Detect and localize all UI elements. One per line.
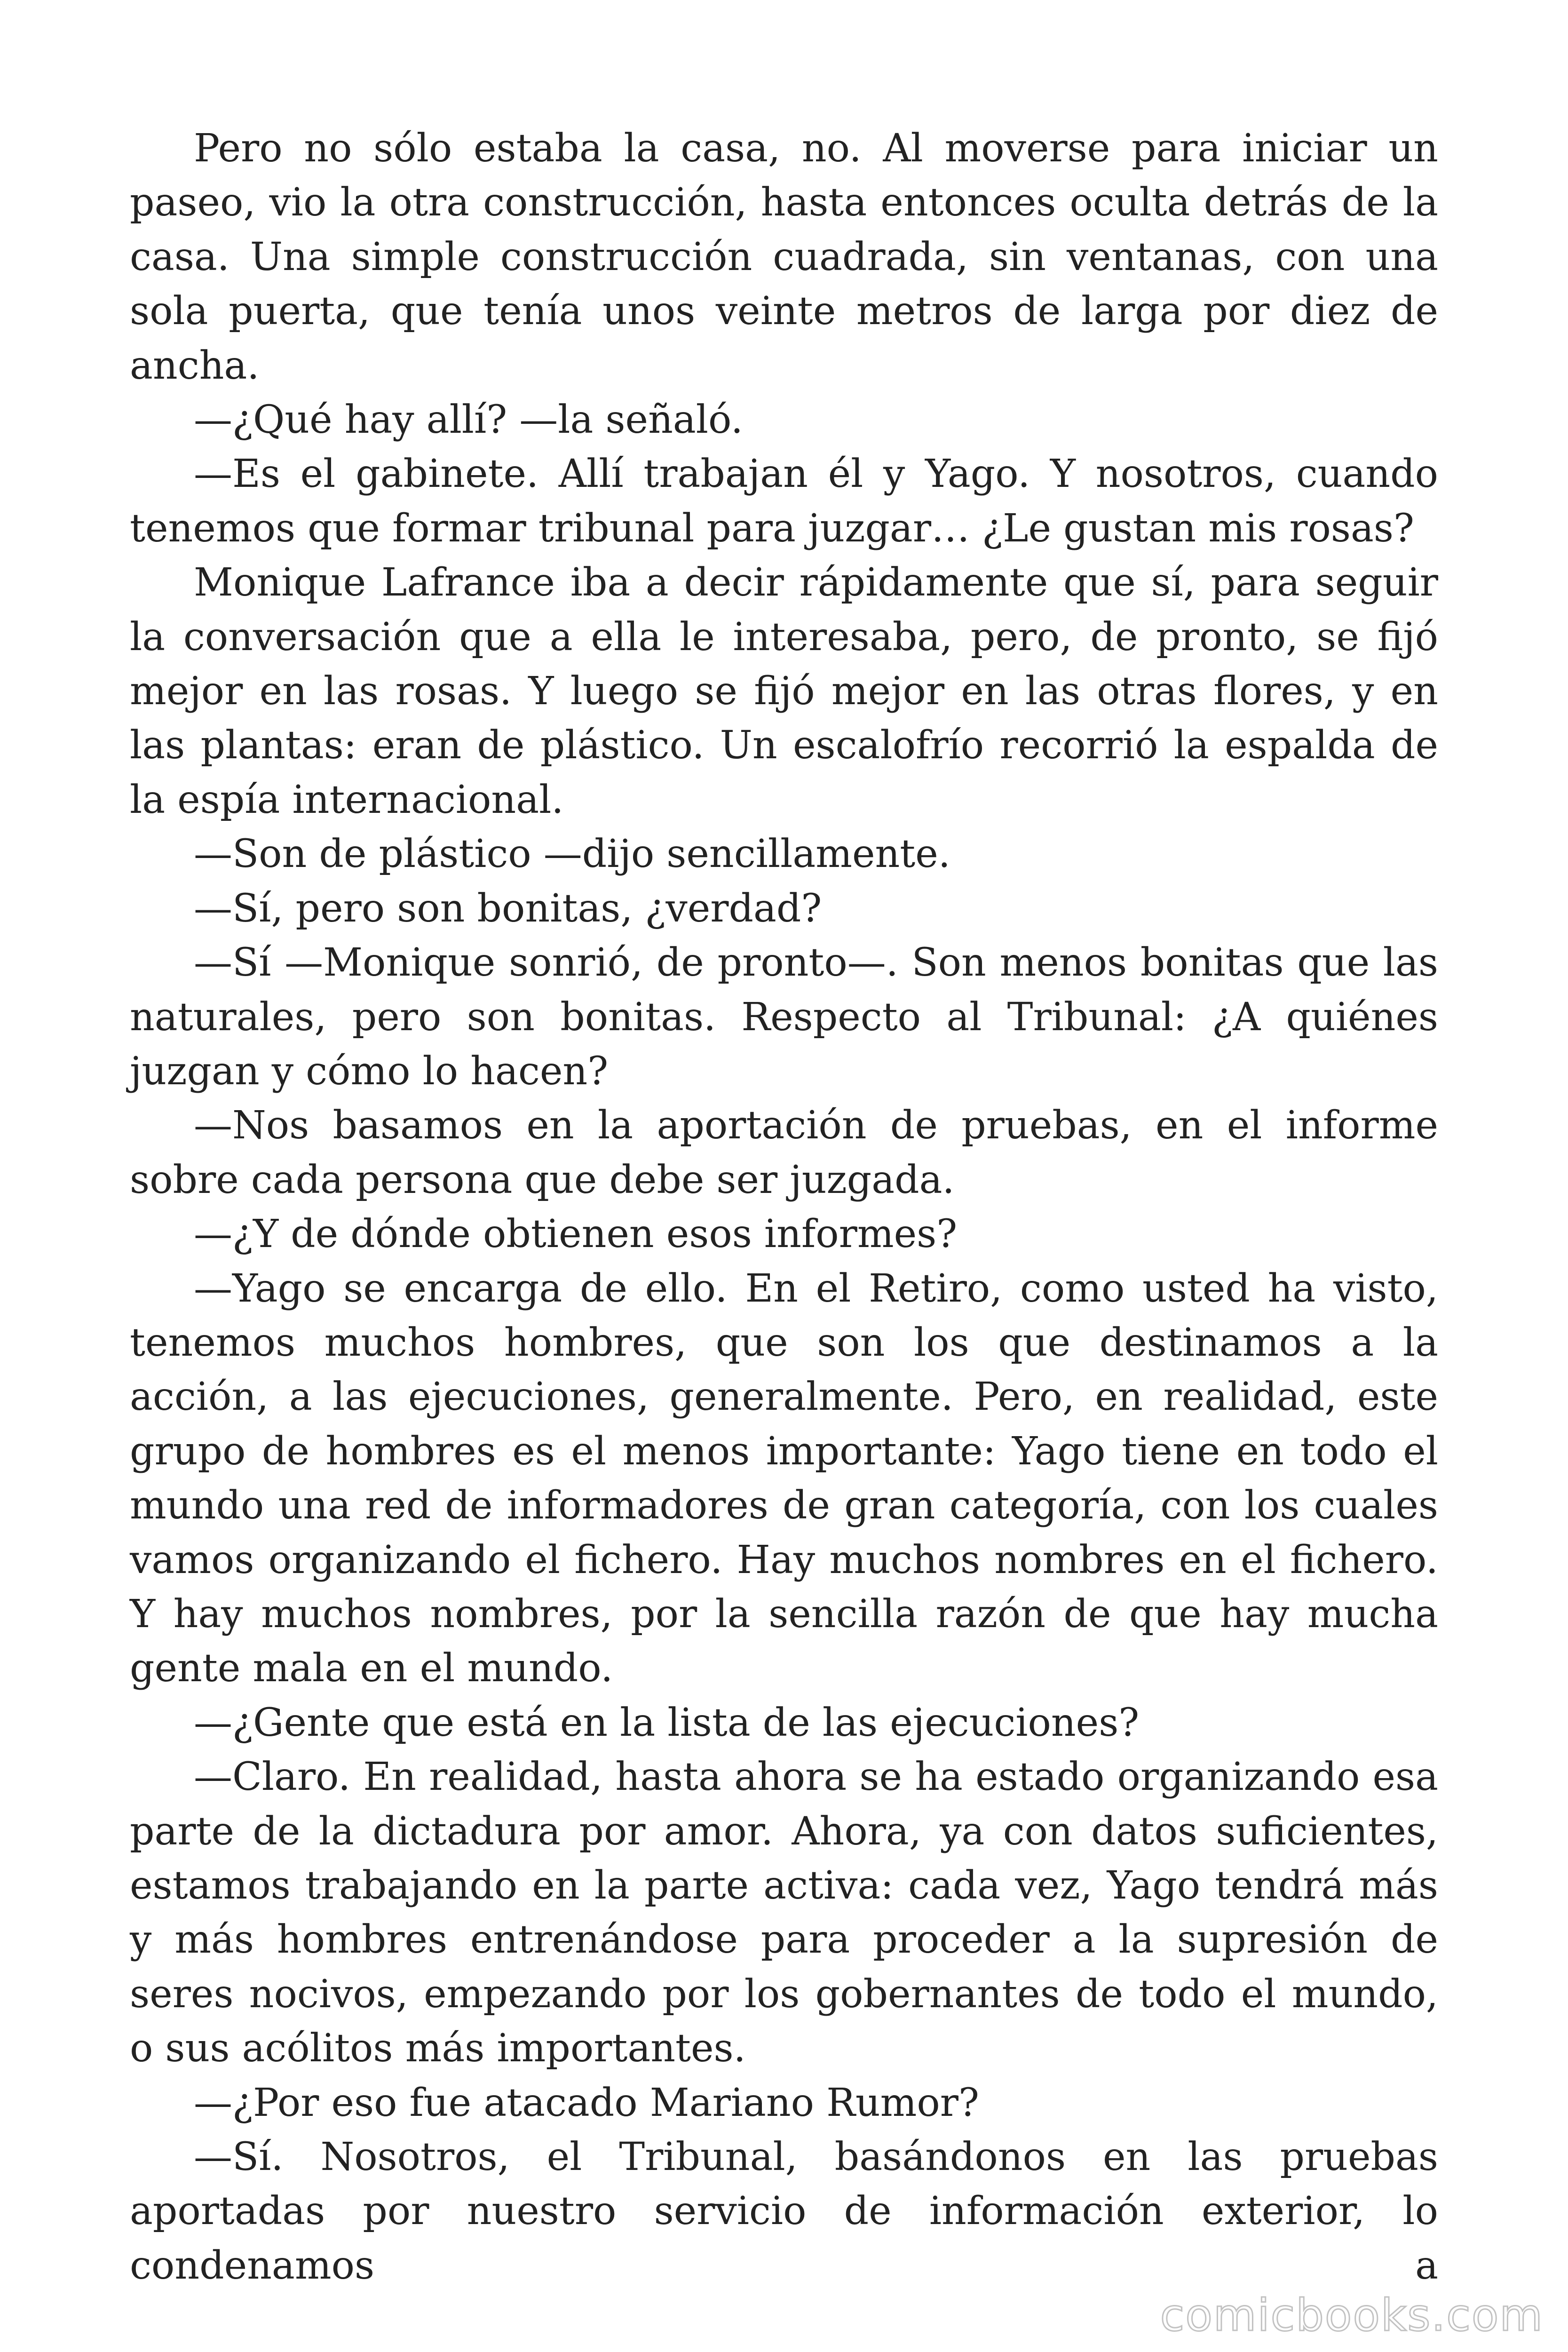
paragraph: —Nos basamos en la aportación de pruebas, en el informe sobre cada persona que debe ser juzgada. (130, 1103, 1438, 1202)
paragraph: Monique Lafrance iba a decir rápidamente que sí, para seguir la conversación que a ella le interesaba, pero, de pronto, se fijó mejor en las rosas. Y luego se fijó mejor en las otras flores, y en las plantas: eran de plástico. Un escalofrío recorrió la espalda de la espía internacional. (130, 560, 1438, 822)
paragraph: —Son de plástico —dijo sencillamente. (194, 832, 950, 877)
page-text (130, 121, 1438, 2293)
paragraph: —Sí, pero son bonitas, ¿verdad? (194, 886, 822, 931)
paragraph: Pero no sólo estaba la casa, no. Al moverse para iniciar un paseo, vio la otra construcción, hasta entonces oculta detrás de la casa. Una simple construcción cuadrada, sin ventanas, con una sola puerta, que tenía unos veinte metros de larga por diez de ancha. (130, 126, 1438, 388)
paragraph: —¿Por eso fue atacado Mariano Rumor? (194, 2080, 979, 2125)
paragraph: —Yago se encarga de ello. En el Retiro, como usted ha visto, tenemos muchos hombres, que son los que destinamos a la acción, a las ejecuciones, generalmente. Pero, en realidad, este grupo de hombres es el menos importante: Yago tiene en todo el mundo una red de informadores de gran categoría, con los cuales vamos organizando el fichero. Hay muchos nombres en el fichero. Y hay muchos nombres, por la sencilla razón de que hay mucha gente mala en el mundo. (130, 1266, 1438, 1691)
paragraph: —¿Gente que está en la lista de las ejecuciones? (194, 1700, 1140, 1745)
paragraph: —Sí —Monique sonrió, de pronto—. Son menos bonitas que las naturales, pero son bonitas. Respecto al Tribunal: ¿A quiénes juzgan y cómo lo hacen? (130, 940, 1438, 1094)
paragraph: —¿Y de dónde obtienen esos informes? (194, 1212, 958, 1257)
paragraph: —¿Qué hay allí? —la señaló. (194, 397, 743, 443)
paragraph: —Claro. En realidad, hasta ahora se ha estado organizando esa parte de la dictadura por amor. Ahora, ya con datos suficientes, estamos trabajando en la parte activa: cada vez, Yago tendrá más y más hombres entrenándose para proceder a la supresión de seres nocivos, empezando por los gobernantes de todo el mundo, o sus acólitos más importantes. (130, 1755, 1438, 2071)
watermark: comicbooks.com (1160, 2290, 1544, 2341)
paragraph: —Sí. Nosotros, el Tribunal, basándonos en las pruebas aportadas por nuestro servicio de información exterior, lo condenamos a (130, 2135, 1438, 2288)
paragraph: —Es el gabinete. Allí trabajan él y Yago. Y nosotros, cuando tenemos que formar tribunal para juzgar… ¿Le gustan mis rosas? (130, 452, 1438, 551)
